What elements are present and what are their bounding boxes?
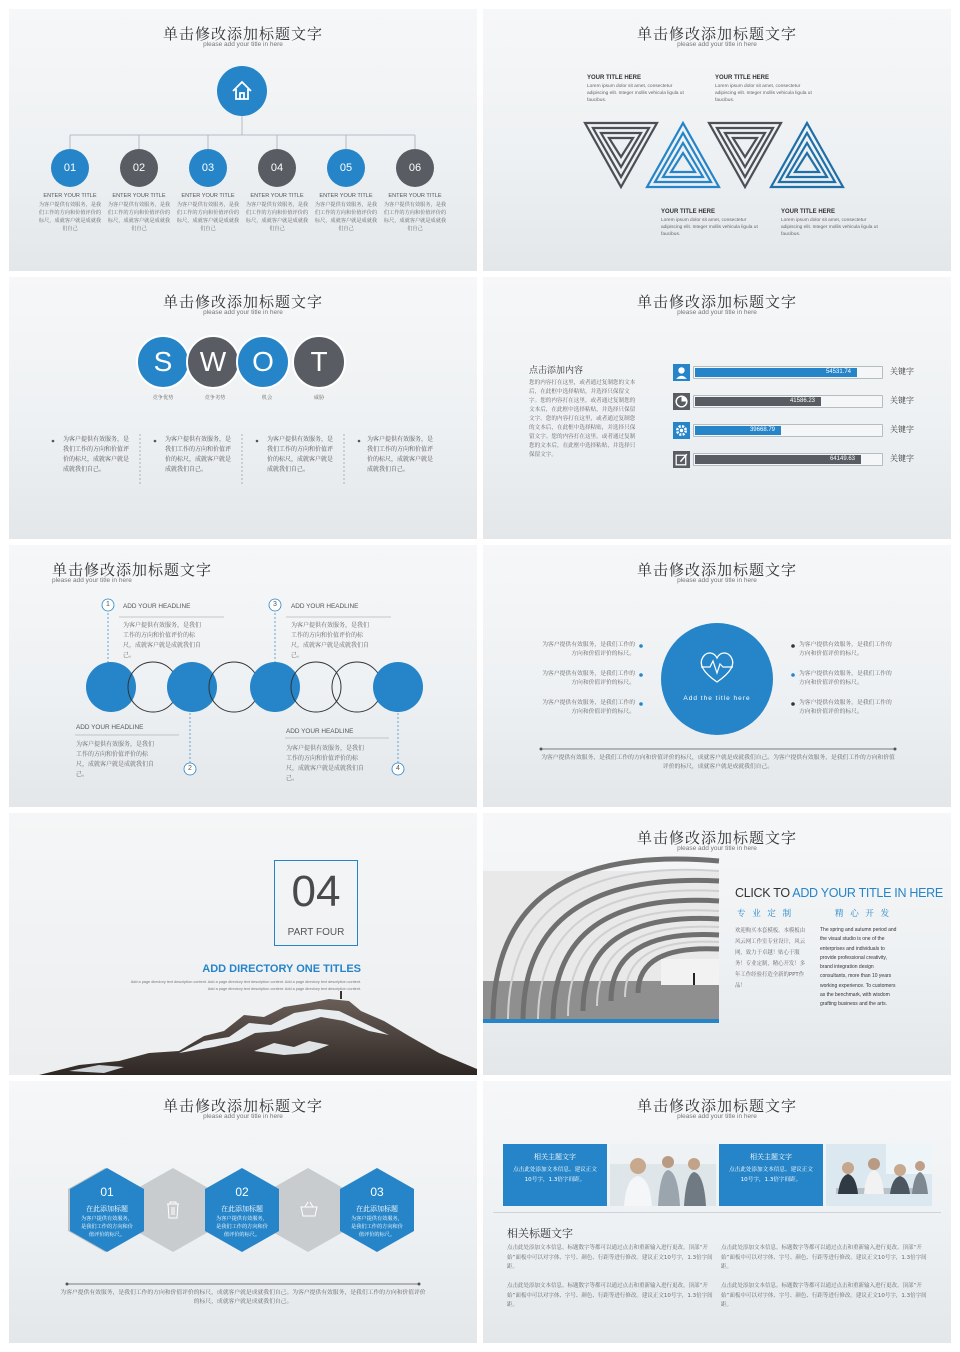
swot-label: 竞争劣势 — [204, 395, 226, 401]
node-number: 05 — [339, 162, 353, 174]
tagline-left: 专 业 定 制 — [737, 909, 794, 919]
slide-subtitle: please add your title in here — [677, 845, 757, 852]
bar-track — [693, 395, 883, 408]
slide-title: 单击修改添加标题文字 — [52, 561, 213, 579]
swot-label: 威胁 — [313, 395, 325, 401]
gear-icon — [673, 422, 690, 439]
left-bullet: 为客户提供有效服务，是我们工作的方向和价值评价的标尺。 — [542, 671, 635, 686]
slide-4-progress-bars — [483, 277, 951, 539]
swot-label: 竞争优势 — [152, 395, 174, 401]
part-label: PART FOUR — [287, 927, 345, 938]
content-body: 您的内容打在这里，或者通过复制您的文本后，在此框中选择粘贴，并选择只保留文字。您的内容打在这里，或者通过复制您的文本后，在此框中选择粘贴，并选择只保留文字。您的内容打在这里，或者通过复制您的文本后，在此框中选择粘贴，并选择只保留文字。您的内容打在这里，或者通过复制您的文本后，在此框中选择粘贴，并选择只保留文字。 — [529, 380, 636, 458]
node-01 — [51, 149, 89, 187]
swot-letter: W — [199, 346, 227, 377]
slide-3-swot — [9, 277, 477, 539]
bar-icon-box — [673, 422, 690, 439]
slide-title: 单击修改添加标题文字 — [162, 1097, 323, 1115]
topic-card — [503, 1144, 607, 1206]
section-title: 相关标题文字 — [507, 1227, 573, 1240]
paragraph: 点击此处添加文本信息。标题数字等都可以通过点击和重新输入进行更改。顶部“开始”面板中可以对字体、字号、颜色、行距等进行修改。建议正文10号字，1.3倍字间距。 — [721, 1245, 927, 1270]
arch-tunnel-image — [483, 871, 719, 1021]
headline-text: 为客户提供有效服务，是我们工作的方向和价值评价的标尺，成就客户就是成就我们自己。 — [286, 745, 365, 782]
left-bullet: 为客户提供有效服务，是我们工作的方向和价值评价的标尺。 — [542, 642, 635, 657]
hex-number: 01 — [100, 1185, 114, 1199]
bar-fill — [695, 397, 821, 406]
step-number: 3 — [273, 601, 277, 608]
swot-letter: S — [153, 346, 173, 377]
headline: ADD YOUR HEADLINE — [291, 603, 359, 610]
node-label: ENTER YOUR TITLE — [112, 193, 166, 199]
headline-text: 为客户提供有效服务，是我们工作的方向和价值评价的标尺，成就客户就是成就我们自己。 — [291, 622, 370, 659]
node-label: ENTER YOUR TITLE — [181, 193, 235, 199]
user-icon — [673, 364, 690, 381]
click-to-text: CLICK TO — [735, 886, 793, 900]
edit-icon — [673, 451, 690, 468]
card-text: 点击此处添加文本信息。建议正文10号字，1.3倍字间距。 — [513, 1167, 597, 1183]
bar-track — [693, 424, 883, 437]
bar-value: 54531.74 — [825, 369, 851, 375]
card-heading: 相关主题文字 — [534, 1153, 576, 1161]
swot-column-text: 为客户提供有效服务，是我们工作的方向和价值评价的标尺，成就客户就是成就我们自己。 — [367, 436, 434, 473]
slide-subtitle: please add your title in here — [52, 577, 132, 584]
slide-title: 单击修改添加标题文字 — [636, 561, 797, 579]
triangle-down-gray — [585, 123, 657, 187]
node-number: 02 — [132, 162, 146, 174]
basket-icon — [300, 1201, 318, 1217]
headline: ADD YOUR HEADLINE — [286, 728, 354, 735]
directory-desc: Add a page directory text description content. Add a page directory text description content. Add a page directory text description content. — [130, 980, 361, 984]
slide-8-photo-feature — [483, 813, 951, 1075]
slide-title: 单击修改添加标题文字 — [162, 293, 323, 311]
slide-2-triangles — [483, 9, 951, 271]
block-text: Lorem ipsum dolor sit amet, consectetur adipiscing elit. Integer mollis vehicula ligula ut faucibus. — [661, 218, 758, 237]
paragraph: 点击此处添加文本信息。标题数字等都可以通过点击和重新输入进行更改。顶部“开始”面板中可以对字体、字号、颜色、行距等进行修改。建议正文10号字，1.3倍字间距。 — [507, 1283, 713, 1308]
click-title — [735, 886, 943, 900]
right-bullet: 为客户提供有效服务，是我们工作的方向和价值评价的标尺。 — [799, 671, 892, 686]
text-block — [715, 75, 815, 104]
bar-fill — [695, 455, 861, 464]
hex-number: 03 — [370, 1185, 384, 1199]
hex-text: 为客户提供有效服务，是我们工作的方向和价值评价的标尺。 — [216, 1216, 268, 1238]
tagline-right: 精 心 开 发 — [835, 909, 892, 919]
slide-subtitle: please add your title in here — [203, 41, 283, 48]
hex-text: 为客户提供有效服务，是我们工作的方向和价值评价的标尺。 — [351, 1216, 403, 1238]
meeting-photo — [826, 1144, 932, 1206]
center-label: Add the title here — [683, 695, 751, 702]
card-text: 点击此处添加文本信息。建议正文10号字，1.3倍字间距。 — [729, 1167, 813, 1183]
hex-heading: 在此添加标题 — [86, 1205, 128, 1213]
bar-row — [673, 422, 933, 440]
slide-subtitle: please add your title in here — [677, 577, 757, 584]
headline-text: 为客户提供有效服务，是我们工作的方向和价值评价的标尺，成就客户就是成就我们自己。 — [76, 741, 155, 778]
intro-cn: 欢迎购买本套模板。本模板由风云网工作室专业设计，风云网，致力于卓越！贴心于服务！专业定制，精心开发！多年工作经验打造全新的PPT作品！ — [735, 928, 806, 989]
block-text: Lorem ipsum dolor sit amet, consectetur adipiscing elit. Integer mollis vehicula ligula ut faucibus. — [715, 84, 812, 103]
click-title-highlight: ADD YOUR TITLE IN HERE — [792, 886, 943, 900]
mountain-image — [9, 991, 477, 1075]
block-heading: YOUR TITLE HERE — [715, 75, 770, 81]
node-label: ENTER YOUR TITLE — [250, 193, 304, 199]
bar-value: 39668.79 — [749, 427, 775, 433]
paragraph: 点击此处添加文本信息。标题数字等都可以通过点击和重新输入进行更改。顶部“开始”面板中可以对字体、字号、颜色、行距等进行修改。建议正文10号字，1.3倍字间距。 — [507, 1245, 713, 1270]
image-underline — [483, 1019, 719, 1023]
bar-row — [673, 364, 933, 382]
bar-icon-box — [673, 393, 690, 410]
team-photo — [610, 1144, 716, 1206]
pie-chart-icon — [673, 393, 690, 410]
bar-keyword: 关键字 — [890, 367, 914, 376]
card-heading: 相关主题文字 — [750, 1153, 792, 1161]
slide-title: 单击修改添加标题文字 — [636, 1097, 797, 1115]
intro-en: The spring and autumn period and the visual studio is one of the enterprises and individuals to provide professional creativity, brand integration design consultants, more than 10 years working experience. To customers as the benchmark, with wisdom grafting business and the arts. — [820, 927, 897, 1008]
bar-value: 41586.23 — [789, 398, 815, 404]
triangle-down-gray — [709, 123, 781, 187]
block-heading: YOUR TITLE HERE — [587, 75, 642, 81]
node-05 — [327, 149, 365, 187]
slide-5-timeline-circles — [9, 545, 477, 807]
slide-title: 单击修改添加标题文字 — [636, 293, 797, 311]
bar-track — [693, 453, 883, 466]
slide-subtitle: please add your title in here — [203, 309, 283, 316]
bar-value: 64149.63 — [829, 456, 855, 462]
node-label: ENTER YOUR TITLE — [319, 193, 373, 199]
bar-fill — [695, 426, 781, 435]
node-04 — [258, 149, 296, 187]
hex-heading: 在此添加标题 — [221, 1205, 263, 1213]
bar-row — [673, 393, 933, 411]
block-text: Lorem ipsum dolor sit amet, consectetur adipiscing elit. Integer mollis vehicula ligula ut faucibus. — [781, 218, 878, 237]
trash-icon — [165, 1200, 181, 1220]
slide-6-heart-center — [483, 545, 951, 807]
node-03 — [189, 149, 227, 187]
text-block — [781, 209, 881, 238]
headline: ADD YOUR HEADLINE — [76, 724, 144, 731]
node-02 — [120, 149, 158, 187]
bar-track — [693, 366, 883, 379]
swot-column-text: 为客户提供有效服务，是我们工作的方向和价值评价的标尺，成就客户就是成就我们自己。 — [267, 436, 334, 473]
swot-letter: T — [310, 346, 328, 377]
bar-row — [673, 451, 933, 469]
column-dividers — [9, 277, 477, 539]
section-divider — [493, 1212, 941, 1213]
slide-1-org-chart — [9, 9, 477, 271]
step-number: 1 — [106, 601, 110, 608]
triangle-up-blue — [771, 123, 843, 187]
slide-title: 单击修改添加标题文字 — [636, 25, 797, 43]
node-label: ENTER YOUR TITLE — [388, 193, 442, 199]
node-desc: 为客户提供有效服务，是我们工作的方向和价值评价的标尺，成就客户就是成就我们自己 — [107, 202, 171, 232]
hex-heading: 在此添加标题 — [356, 1205, 398, 1213]
node-desc: 为客户提供有效服务，是我们工作的方向和价值评价的标尺，成就客户就是成就我们自己 — [176, 202, 240, 232]
node-desc: 为客户提供有效服务，是我们工作的方向和价值评价的标尺，成就客户就是成就我们自己 — [314, 202, 378, 232]
connector-lines — [9, 9, 477, 169]
bar-keyword: 关键字 — [890, 425, 914, 434]
hex-number: 02 — [235, 1185, 249, 1199]
right-bullet: 为客户提供有效服务，是我们工作的方向和价值评价的标尺。 — [799, 642, 892, 657]
right-bullet: 为客户提供有效服务，是我们工作的方向和价值评价的标尺。 — [799, 700, 892, 715]
footer-text: 为客户提供有效服务，是我们工作的方向和价值评价的标尺，成就客户就是成就我们自己。为客户提供有效服务，是我们工作的方向和价值评价的标尺，成就客户就是成就我们自己。 — [60, 1290, 426, 1305]
slide-title: 单击修改添加标题文字 — [162, 25, 323, 43]
headline: ADD YOUR HEADLINE — [123, 603, 191, 610]
slide-subtitle: please add your title in here — [677, 1113, 757, 1120]
node-number: 04 — [270, 162, 284, 174]
swot-letter: O — [252, 346, 274, 377]
node-06 — [396, 149, 434, 187]
hex-text: 为客户提供有效服务，是我们工作的方向和价值评价的标尺。 — [81, 1216, 133, 1238]
triangle-graphic — [583, 121, 853, 191]
bar-icon-box — [673, 364, 690, 381]
step-number: 2 — [188, 765, 192, 772]
bar-icon-box — [673, 451, 690, 468]
slide-7-part-four — [9, 813, 477, 1075]
swot-column-text: 为客户提供有效服务，是我们工作的方向和价值评价的标尺，成就客户就是成就我们自己。 — [63, 436, 130, 473]
node-desc: 为客户提供有效服务，是我们工作的方向和价值评价的标尺，成就客户就是成就我们自己 — [245, 202, 309, 232]
bar-keyword: 关键字 — [890, 396, 914, 405]
node-number: 06 — [408, 162, 422, 174]
block-heading: YOUR TITLE HERE — [661, 209, 716, 215]
node-number: 03 — [201, 162, 215, 174]
slide-subtitle: please add your title in here — [677, 309, 757, 316]
part-number: 04 — [291, 867, 341, 916]
content-heading: 点击添加内容 — [529, 366, 584, 376]
node-label: ENTER YOUR TITLE — [43, 193, 97, 199]
text-block — [661, 209, 761, 238]
swot-column-text: 为客户提供有效服务，是我们工作的方向和价值评价的标尺，成就客户就是成就我们自己。 — [165, 436, 232, 473]
slide-9-hexagons — [9, 1081, 477, 1343]
topic-card — [719, 1144, 823, 1206]
slide-10-cards — [483, 1081, 951, 1343]
part-number-box — [274, 860, 358, 946]
directory-desc: Add a page directory text description content. Add a page directory text description content. — [207, 987, 361, 991]
bar-fill — [695, 368, 857, 377]
node-number: 01 — [63, 162, 77, 174]
triangle-up-blue — [647, 123, 719, 187]
footer-text: 为客户提供有效服务，是我们工作的方向和价值评价的标尺，成就客户就是成就我们自己。为客户提供有效服务，是我们工作的方向和价值评价的标尺，成就客户就是成就我们自己。 — [541, 755, 895, 770]
left-bullet: 为客户提供有效服务，是我们工作的方向和价值评价的标尺。 — [542, 700, 635, 715]
block-text: Lorem ipsum dolor sit amet, consectetur adipiscing elit. Integer mollis vehicula ligula ut faucibus. — [587, 84, 684, 103]
swot-label: 机会 — [261, 395, 273, 401]
slide-title: 单击修改添加标题文字 — [636, 829, 797, 847]
step-number: 4 — [396, 765, 400, 772]
bar-keyword: 关键字 — [890, 454, 914, 463]
text-block — [587, 75, 687, 104]
paragraph: 点击此处添加文本信息。标题数字等都可以通过点击和重新输入进行更改。顶部“开始”面板中可以对字体、字号、颜色、行距等进行修改。建议正文10号字，1.3倍字间距。 — [721, 1283, 927, 1308]
headline-text: 为客户提供有效服务，是我们工作的方向和价值评价的标尺，成就客户就是成就我们自己。 — [123, 622, 202, 659]
node-desc: 为客户提供有效服务，是我们工作的方向和价值评价的标尺，成就客户就是成就我们自己 — [383, 202, 447, 232]
directory-heading: ADD DIRECTORY ONE TITLES — [202, 963, 361, 975]
slide-subtitle: please add your title in here — [677, 41, 757, 48]
block-heading: YOUR TITLE HERE — [781, 209, 836, 215]
node-desc: 为客户提供有效服务，是我们工作的方向和价值评价的标尺，成就客户就是成就我们自己 — [38, 202, 102, 232]
slide-subtitle: please add your title in here — [203, 1113, 283, 1120]
